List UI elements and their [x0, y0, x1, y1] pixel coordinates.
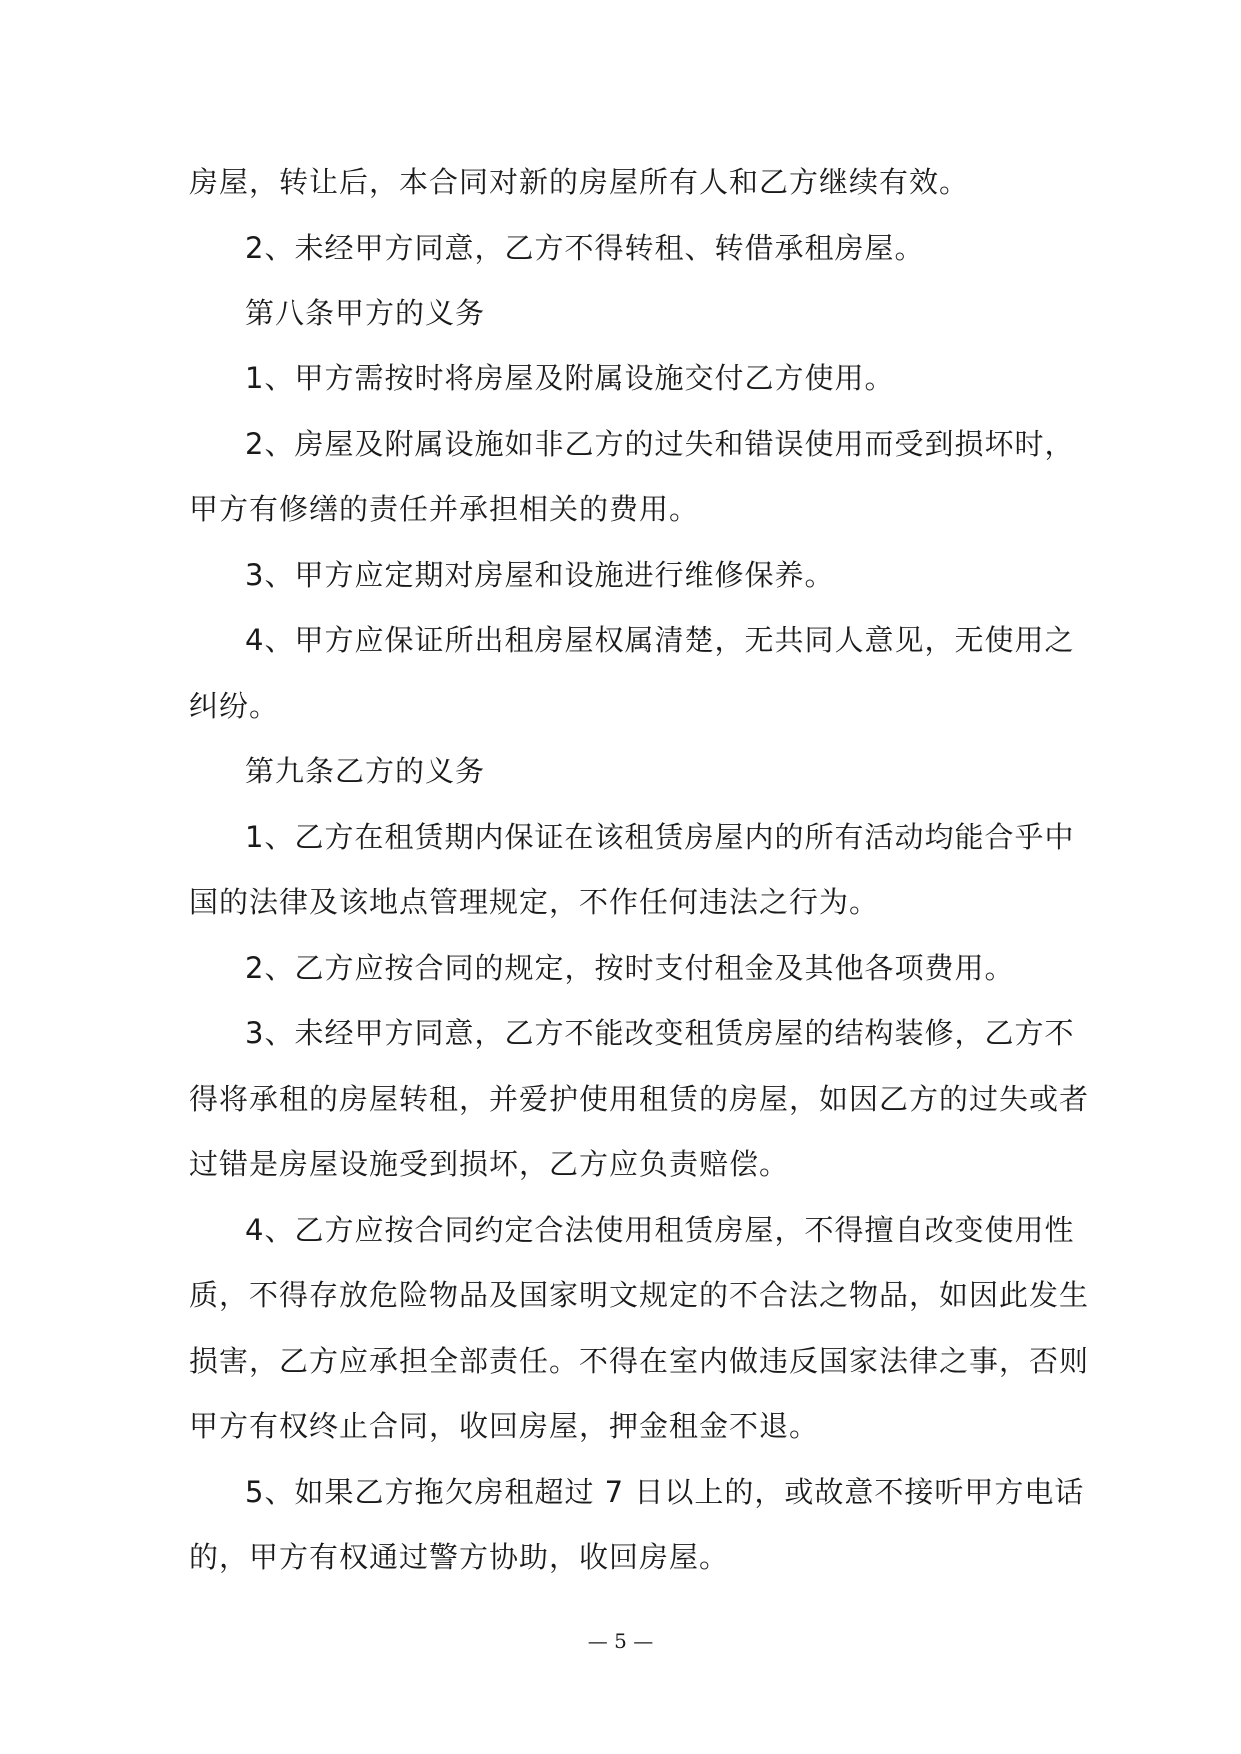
- paragraph-line: 房屋，转让后，本合同对新的房屋所有人和乙方继续有效。: [189, 165, 970, 199]
- paragraph-line: 2、房屋及附属设施如非乙方的过失和错误使用而受到损坏时，: [245, 427, 1075, 461]
- paragraph-line: 国的法律及该地点管理规定，不作任何违法之行为。: [189, 885, 880, 919]
- paragraph-line: 1、甲方需按时将房屋及附属设施交付乙方使用。: [245, 361, 895, 395]
- paragraph-line: 过错是房屋设施受到损坏，乙方应负责赔偿。: [189, 1147, 790, 1181]
- paragraph-line: 5、如果乙方拖欠房租超过 7 日以上的，或故意不接听甲方电话: [245, 1475, 1085, 1509]
- paragraph-line: 3、甲方应定期对房屋和设施进行维修保养。: [245, 558, 835, 592]
- paragraph-line: 纠纷。: [189, 689, 280, 723]
- paragraph-line: 2、乙方应按合同的规定，按时支付租金及其他各项费用。: [245, 951, 1015, 985]
- paragraph-line: 2、未经甲方同意，乙方不得转租、转借承租房屋。: [245, 231, 925, 265]
- page-number: — 5 —: [587, 1629, 654, 1653]
- section-heading: 第八条甲方的义务: [245, 296, 486, 330]
- paragraph-line: 损害，乙方应承担全部责任。不得在室内做违反国家法律之事，否则: [189, 1344, 1090, 1378]
- paragraph-line: 质，不得存放危险物品及国家明文规定的不合法之物品，如因此发生: [189, 1278, 1090, 1312]
- paragraph-line: 1、乙方在租赁期内保证在该租赁房屋内的所有活动均能合乎中: [245, 820, 1075, 854]
- paragraph-line: 甲方有权终止合同，收回房屋，押金租金不退。: [189, 1409, 820, 1443]
- section-heading: 第九条乙方的义务: [245, 754, 486, 788]
- paragraph-line: 4、甲方应保证所出租房屋权属清楚，无共同人意见，无使用之: [245, 623, 1075, 657]
- paragraph-line: 得将承租的房屋转租，并爱护使用租赁的房屋，如因乙方的过失或者: [189, 1082, 1090, 1116]
- paragraph-line: 4、乙方应按合同约定合法使用租赁房屋，不得擅自改变使用性: [245, 1213, 1075, 1247]
- paragraph-line: 3、未经甲方同意，乙方不能改变租赁房屋的结构装修，乙方不: [245, 1016, 1075, 1050]
- paragraph-line: 的，甲方有权通过警方协助，收回房屋。: [189, 1540, 730, 1574]
- paragraph-line: 甲方有修缮的责任并承担相关的费用。: [189, 492, 700, 526]
